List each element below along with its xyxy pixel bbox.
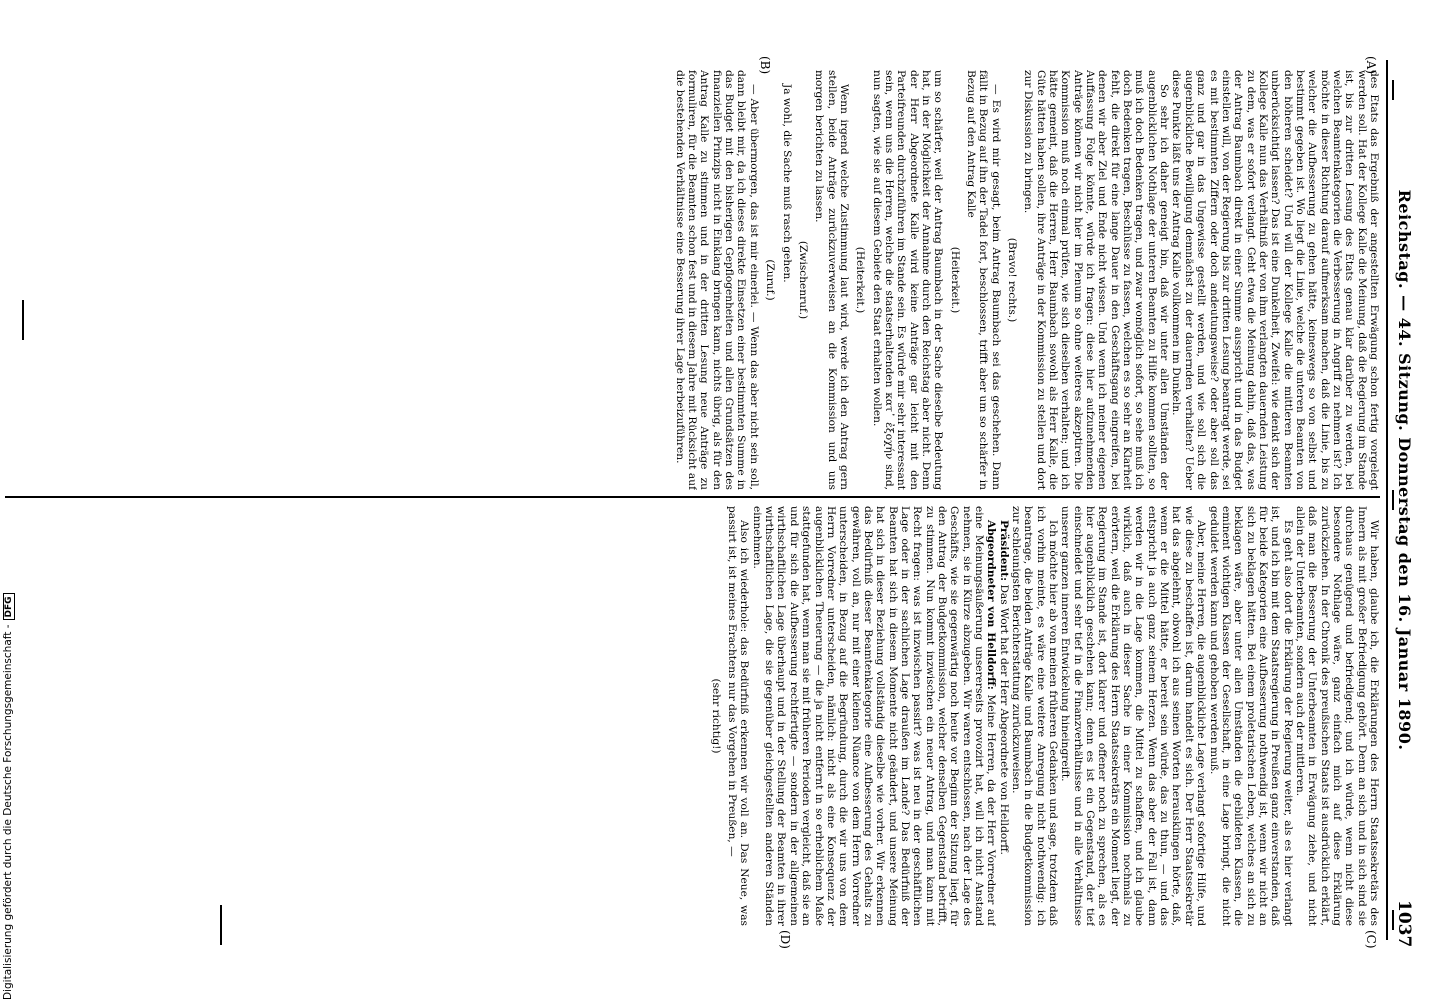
interjection: (Heiterkeit.) bbox=[948, 246, 961, 314]
interjection: (sehr richtig!) bbox=[709, 678, 722, 754]
digitization-credit bbox=[2, 593, 15, 1000]
paragraph: Also ich wiederhole: das Bedürfniß erkennen wir voll an. Das Neue, was passirt ist, ist meines Erachtens nur das Vorgehen in Preußen, — bbox=[726, 506, 751, 926]
interjection: (Zuruf.) bbox=[764, 259, 777, 301]
page-number: 1037 bbox=[1394, 900, 1414, 948]
header-rule bbox=[1386, 60, 1388, 940]
credit-text: Digitalisierung gefördert durch die Deutsche Forschungsgemeinschaft - bbox=[2, 624, 14, 1000]
interjection: (Bravo! rechts.) bbox=[1006, 237, 1019, 323]
paragraph: Wir haben, glaube ich, die Erklärungen des Herrn Staatssekretärs des Innern als mit großer Befriedigung gehört. Denn an sich und in sich sind sie durchaus genügend und befriedigend; und ich würde, wenn nicht diese besondere Nothlage wäre, ganz einfach mich auf diese Erklärung zurückziehen. In der Chronik des preußischen Staats ist ausdrücklich erklärt, daß man die Besserung der Unterbeamten in Erwägung ziehe, und nicht allein der Unterbeamten, sondern auch der mittleren. bbox=[1293, 506, 1380, 926]
president-text: Das Wort hat der Herr Abgeordnete von Helldorff. bbox=[997, 584, 1010, 855]
running-title: Reichstag. — 44. Sitzung. Donnerstag den 16. Januar 1890. bbox=[1395, 189, 1414, 751]
interjection: (Zwischenruf.) bbox=[796, 240, 809, 320]
paragraph: Es geht also dort die Erklärung der Regierung weiter, als es hier verlangt ist, und ich bin mit dem Staatsregierung in Preußen ganz einverstanden, daß für beide Kategorien eine Aufbesserung nothwendig ist, wenn wir nicht an sich zu beklagen hätten. Bei einem proletarischen Leben, welches an sich zu beklagen wäre, aber unter allen Umständen die gebildeten Klassen, die eminent wichtigen Klassen der Gesellschaft, in eine Lage bringt, die nicht geduldet werden kann und gehoben werden muß. bbox=[1207, 506, 1294, 926]
speaker-president: Präsident: bbox=[997, 520, 1010, 582]
paragraph: Ich möchte hier ab von meinen früheren Gedanken und sage, trotzdem daß ich vorhin meinte, es wäre eine weitere Anregung nicht nothwendig: ich beantrage, die beiden Anträge Kalle und Baumbach in die Budgetkommission zur schleunigsten Berichterstattung zurückzuweisen. bbox=[1010, 506, 1060, 926]
margin-mark-d: (D) bbox=[778, 930, 792, 949]
right-column bbox=[20, 506, 1380, 926]
paragraph: Meine Herren, da der Herr Vorredner auf eine Meinungsäußerung unsererseits provozirt hat, will ich nicht Anstand nehmen, sie in Kürze abzugeben. Wir waren entschlossen, nach der Lage des Geschäfts, wie sie gegenwärtig noch heute vor Beginn der Sitzung liegt, für den Antrag der Budgetkommission, welcher denselben Gegenstand betrifft, zu stimmen. Nun kommt inzwischen ein neuer Antrag, und man kann mit Recht fragen: was ist inzwischen passirt? was ist neu in der geschäftlichen Lage oder in der sachlichen Lage draußen im Lande? Das Bedürfniß der Beamten hat sich in diesem Momente nicht geändert, und unsere Meinung hat sich in dieser Beziehung vollständig dieselbe wie vorher. Wir erkennen das Bedürfniß dieser Beamtenkategorie eine Aufbesserung des Gehalts zu gewähren, voll an, nur mit einer kleinen Nüance von dem Herrn Vorredner unterscheiden, in Bezug auf die Begründung, durch die wir uns von dem Herrn Vorredner unterscheiden, nämlich: nicht als eine Konsequenz der augenblicklichen Theuerung — die ja nicht entfernt in so erheblichem Maße stattgefunden hat, wenn man sie mit früheren Perioden vergleicht, daß sie an und für sich die Aufbesserung rechtfertigte — sondern in der allgemeinen wirthschaftlichen Lage überhaupt und in der Stellung der Beamten in ihrer wirthschaftlichen Lage, die sie gegenüber gleichgestellten anderen Ständen einnehmen. bbox=[750, 506, 998, 926]
speaker-helldorff: Abgeordneter von Helldorff: bbox=[985, 520, 998, 690]
paragraph: Ja wohl, die Sache muß rasch gehen. bbox=[780, 84, 793, 283]
margin-mark-b: (B) bbox=[758, 56, 772, 75]
paragraph: Wenn irgend welche Zustimmung laut wird, werde ich den Antrag gern stellen, beide Anträge zurückzuverweisen an die Kommission und uns morgen berichten zu lassen. bbox=[813, 70, 850, 490]
margin-tick bbox=[1392, 910, 1394, 930]
margin-mark-c: (C) bbox=[1364, 930, 1378, 949]
paragraph: — Es wird mir gesagt, beim Antrag Baumbach sei das geschehen. Dann fällt in Bezug auf ihn der Tadel fort, beschlossen, trifft aber um so schärfer in Bezug auf den Antrag Kalle bbox=[965, 70, 1002, 490]
scan-edge-mark bbox=[22, 300, 24, 340]
left-column bbox=[20, 70, 1380, 490]
dfg-logo: DFG bbox=[3, 593, 15, 620]
speaker-paragraph bbox=[750, 506, 997, 926]
margin-mark-a: (A) bbox=[1364, 56, 1378, 75]
column-rule bbox=[5, 496, 1380, 498]
speaker-paragraph bbox=[997, 506, 1009, 926]
scan-edge-mark bbox=[220, 905, 222, 945]
paragraph: des Etats das Ergebniß der angestellten Erwägung schon fertig vorgelegt werden soll. Hat der Kollege Kalle die Meinung, daß die Regierung im Stande ist, bis zur dritten Lesung des Etats genau klar darüber zu werden, bei welchen Beamtenkategorien die Verbesserung in Angriff zu nehmen ist? Ich möchte in dieser Richtung darauf aufmerksam machen, daß die Linie, bis zu welcher die Aufbesserung zu gehen hätte, keineswegs so von selbst und bestimmt gegeben ist. Wo liegt die Linie, welche die unteren Beamten von den höheren scheidet? Und will der Kollege Kalle die mittleren Beamten unberücksichtigt lassen? Das ist eine Dunkelheit, Zweifel: wie denkt sich der Kollege Kalle nun das Verhältniß der von ihm verlangten dauernden Leistung zu dem, was er sofort verlangt. Geht etwa die Meinung dahin, daß das, was der Antrag Baumbach direkt in einer Summe ausspricht und in das Budget einstellen will, von der Regierung bis zur dritten Lesung beantragt werde, sei es mit bestimmten Ziffern oder doch andeutungsweise? oder aber soll das ganz und gar in das Ungewisse gestellt werden, und wie soll sich die augenblickliche Bewilligung demnächst zu der dauernden verhalten? Ueber diese Punkte läßt uns der Antrag Kalle vollkommen im Dunkeln. bbox=[1170, 70, 1380, 490]
paragraph: So sehr ich daher geneigt bin, daß wir unter allen Umständen der augenblicklichen Nothlage der unteren Beamten zu Hilfe kommen sollten, so muß ich doch Bedenken tragen, und zwar womöglich sofort, so sehe muß ich doch Bedenken tragen, Beschlüsse zu fassen, welchen es so sehr an Klarheit fehlt, die direkt für eine lange Dauer in den Geschäftsgang eingreifen, bei denen wir aber Ziel und Ende nicht wissen. Und wenn ich meiner eigenen Auffassung Folge könnte, würde ich fragen: diese hier aufzunehmenden Anträge können wir nicht hier im Plenum so ohne weiteres akzeptiren. Die Kommission muß noch einmal prüfen, wie sich dieselben verhalten; und ich hätte gemeint, daß die Herren, Herr Baumbach sowohl als Herr Kalle, die Güte hätten haben sollen, ihre Anträge in der Kommission zu stellen und dort zur Diskussion zu bringen. bbox=[1022, 70, 1171, 490]
margin-tick bbox=[1392, 490, 1394, 510]
paragraph: Aber, meine Herren, die augenblickliche Lage verlangt sofortige Hilfe, und wie diese zu beschaffen ist, darum handelt es sich. Der Herr Staatssekretär hat das abgelehnt, obwohl ich aus seinen Worten herausklingen hörte, daß, wenn er die Mittel hätte, er bereit sein würde, das zu thun, — und das entspricht ja auch ganz seinem Herzen. Wenn das aber der Fall ist, dann werden wir in die Lage kommen, die Mittel zu schaffen, und ich glaube wirklich, daß auch in dieser Sache in einer Kommission nochmals zu erörtern, weil die Erklärung des Herrn Staatssekretärs ein Moment liegt, der Regierung im Stande ist, dort klarer und offener noch zu sprechen, als es hier augenblicklich geschehen kann; denn es ist ein Gegenstand, der tief einschneidet und sehr tief in die Finanzverhältnisse und in alle Verhältnisse unserer ganzen inneren Entwickelung hineingreift. bbox=[1059, 506, 1208, 926]
interjection: (Heiterkeit.) bbox=[854, 246, 867, 314]
paragraph: um so schärfer, weil der Antrag Baumbach in der Sache dieselbe Bedeutung hat, in der Möglichkeit der Annahme durch den Reichstag aber nicht. Denn der Herr Abgeordnete Kalle wird keine Anträge gar leicht mit den Parteifreunden durchzuführen im Stande sein. Es würde mir sehr interessant sein, wenn uns die Herren, welche die staatserhaltenden κατ᾽ ἐξοχήν sind, nun sagten, wie sie auf diesem Gebiete den Staat erhalten wollen. bbox=[870, 70, 945, 490]
margin-tick bbox=[1392, 80, 1394, 100]
paragraph: — Aber übermorgen, das ist mir einerlei. — Wenn das aber nicht sein soll, dann bleibt mir, da ich dieses direkte Einsetzen einer bestimmten Summe in das Budget mit den bisherigen Gepflogenheiten und allen Grundsätzen des finanziellen Prinzips nicht in Einklang bringen kann, nichts übrig, als für den Antrag Kalle zu stimmen und in der dritten Lesung neue Anträge zu formuliren, für die Beamten schon fest und in diesem Jahre mit Rücksicht auf die bestehenden Verhältnisse eine Besserung ihrer Lage herbeizuführen. bbox=[673, 70, 760, 490]
page-header bbox=[1374, 0, 1414, 1000]
